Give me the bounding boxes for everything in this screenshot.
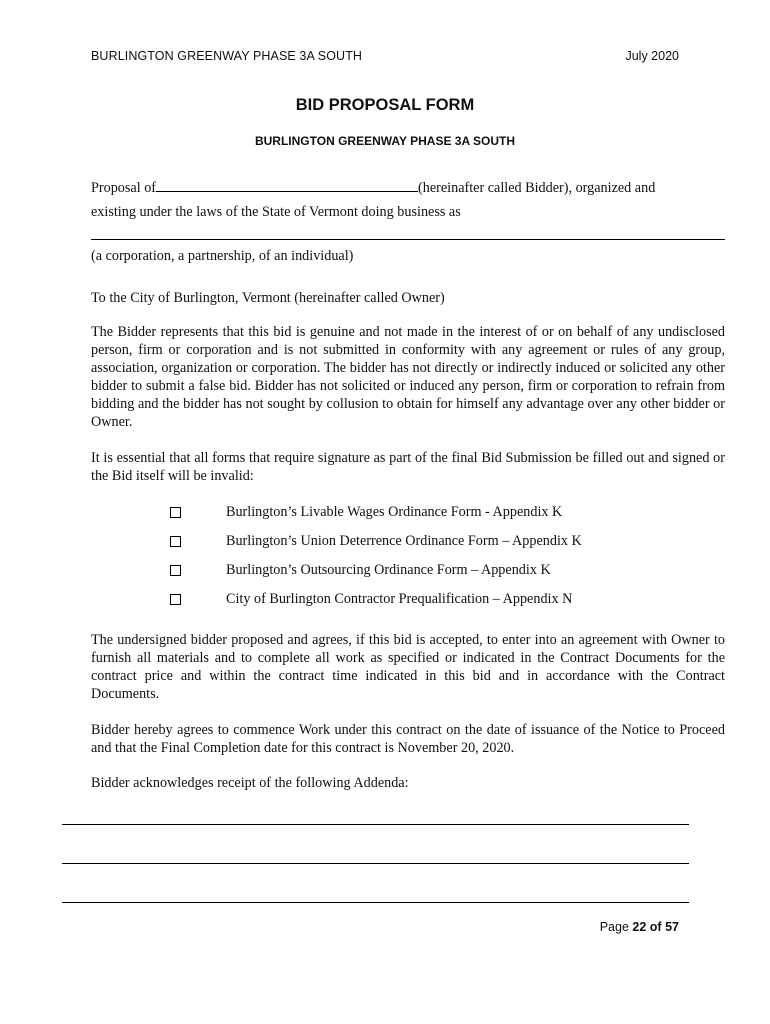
checklist-item (170, 562, 670, 582)
representation-paragraph: The Bidder represents that this bid is genuine and not made in the interest of or on behalf of any undisclosed person, firm or corporation and is not submitted in conformity with any agreement or rules of any group, association, organization or corporation. The bidder has not directly or indirectly induced or solicited any other bidder to submit a false bid. Bidder has not solicited or induced any person, firm or corporation to refrain from bidding and the bidder has not sought by collusion to obtain for himself any advantage over any other bidder or Owner. (91, 324, 725, 430)
page-subtitle: BURLINGTON GREENWAY PHASE 3A SOUTH (254, 134, 516, 148)
checklist-item-label: Burlington’s Union Deterrence Ordinance Form – Appendix K (226, 533, 582, 549)
bidder-name-field[interactable] (156, 177, 418, 192)
page-title: BID PROPOSAL FORM (295, 96, 475, 114)
addenda-line[interactable] (62, 863, 689, 864)
proposal-line-1 (91, 177, 725, 197)
page-total: 57 (665, 920, 679, 934)
proposal-prefix: Proposal of (91, 180, 157, 196)
header-date: July 2020 (625, 49, 679, 63)
business-name-field[interactable] (91, 239, 725, 240)
proposal-suffix: (hereinafter called Bidder), organized and (418, 180, 656, 196)
to-city: To the City of Burlington, Vermont (hereinafter called Owner) (91, 290, 445, 306)
page-number (600, 920, 679, 934)
checklist-item-label: City of Burlington Contractor Prequalification – Appendix N (226, 591, 573, 607)
addenda-note: Bidder acknowledges receipt of the following Addenda: (91, 775, 409, 791)
agreement-paragraph: The undersigned bidder proposed and agrees, if this bid is accepted, to enter into an agreement with Owner to furnish all materials and to complete all work as specified or indicated in the Contract Documents for the contract price and within the contract time indicated in this bid and in accordance with the Contract Documents. (91, 632, 725, 702)
page-word: Page (599, 920, 629, 934)
proposal-line-2: existing under the laws of the State of Vermont doing business as (91, 204, 461, 220)
addenda-line[interactable] (62, 824, 689, 825)
checkbox[interactable] (170, 565, 181, 576)
checklist-item (170, 533, 670, 553)
checklist-item (170, 591, 670, 611)
page-current: 22 (632, 920, 647, 934)
commence-paragraph: Bidder hereby agrees to commence Work under this contract on the date of issuance of the Notice to Proceed and that the Final Completion date for this contract is November 20, 2020. (91, 722, 725, 756)
checklist-item-label: Burlington’s Livable Wages Ordinance Form - Appendix K (226, 504, 563, 520)
checkbox[interactable] (170, 536, 181, 547)
checkbox[interactable] (170, 594, 181, 605)
header-project: BURLINGTON GREENWAY PHASE 3A SOUTH (91, 49, 363, 63)
page-of-word: of (649, 920, 662, 934)
signature-note: It is essential that all forms that require signature as part of the final Bid Submission be filled out and signed or the Bid itself will be invalid: (91, 450, 725, 484)
checklist-item (170, 504, 670, 524)
entity-note: (a corporation, a partnership, of an individual) (91, 248, 354, 264)
addenda-line[interactable] (62, 902, 689, 903)
checklist-item-label: Burlington’s Outsourcing Ordinance Form – Appendix K (226, 562, 551, 578)
checkbox[interactable] (170, 507, 181, 518)
